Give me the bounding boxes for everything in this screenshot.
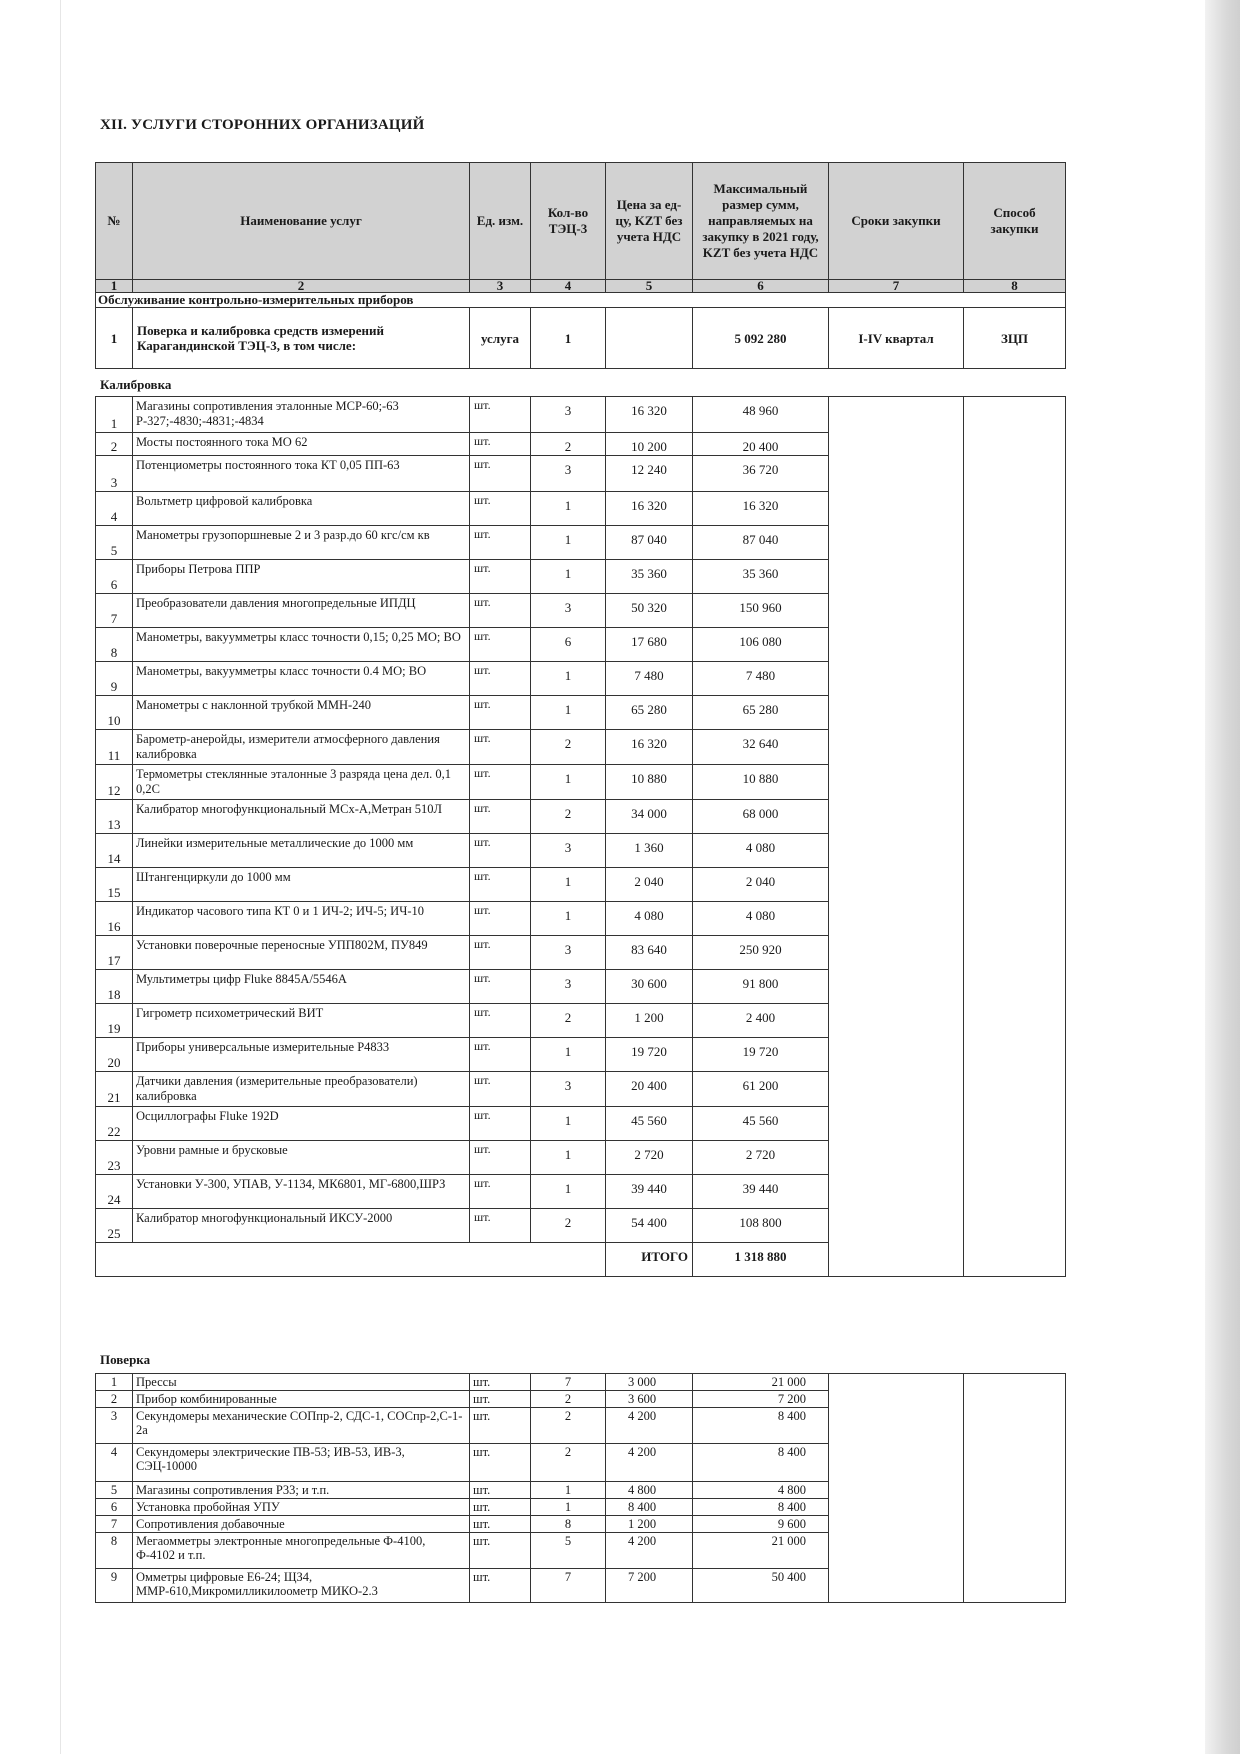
verification-title: Поверка xyxy=(100,1352,151,1367)
row-price: 4 200 xyxy=(606,1408,693,1444)
row-price: 83 640 xyxy=(606,936,693,970)
row-name: Потенциометры постоянного тока КТ 0,05 ПП-63 xyxy=(133,456,470,492)
row-no: 8 xyxy=(96,628,133,662)
row-no: 21 xyxy=(96,1072,133,1107)
row-qty: 7 xyxy=(531,1569,606,1603)
row-term-merged xyxy=(829,397,964,1277)
row-qty: 1 xyxy=(531,492,606,526)
row-price: 34 000 xyxy=(606,800,693,834)
row-unit: шт. xyxy=(470,397,531,433)
row-price: 54 400 xyxy=(606,1209,693,1243)
row-unit: шт. xyxy=(470,765,531,800)
row-sum: 106 080 xyxy=(693,628,829,662)
row-sum: 87 040 xyxy=(693,526,829,560)
row-sum: 7 480 xyxy=(693,662,829,696)
row-no: 12 xyxy=(96,765,133,800)
row-name: Линейки измерительные металлические до 1000 мм xyxy=(133,834,470,868)
row-no: 9 xyxy=(96,1569,133,1603)
header-table xyxy=(95,162,1066,369)
row-no: 1 xyxy=(96,397,133,433)
row-qty: 1 xyxy=(531,696,606,730)
row-sum: 2 720 xyxy=(693,1141,829,1175)
row-no: 7 xyxy=(96,594,133,628)
row-no: 18 xyxy=(96,970,133,1004)
row-sum: 8 400 xyxy=(693,1408,829,1444)
row-no: 5 xyxy=(96,526,133,560)
row-unit: шт. xyxy=(470,1107,531,1141)
row-sum: 4 800 xyxy=(693,1482,829,1499)
row-unit: шт. xyxy=(470,1141,531,1175)
row-qty: 3 xyxy=(531,456,606,492)
row-unit: шт. xyxy=(470,1482,531,1499)
row-sum: 2 400 xyxy=(693,1004,829,1038)
row-name: Осциллографы Fluke 192D xyxy=(133,1107,470,1141)
row-qty: 1 xyxy=(531,560,606,594)
row-no: 24 xyxy=(96,1175,133,1209)
row-sum: 16 320 xyxy=(693,492,829,526)
row-unit: шт. xyxy=(470,1175,531,1209)
row-price: 8 400 xyxy=(606,1499,693,1516)
row-unit: шт. xyxy=(470,526,531,560)
row-no: 1 xyxy=(96,1374,133,1391)
row-price: 35 360 xyxy=(606,560,693,594)
row-qty: 7 xyxy=(531,1374,606,1391)
table-row xyxy=(96,1374,1066,1391)
col-number: 7 xyxy=(829,280,964,293)
row-name: Приборы универсальные измерительные Р4833 xyxy=(133,1038,470,1072)
row-unit: шт. xyxy=(470,970,531,1004)
row-unit: шт. xyxy=(470,1516,531,1533)
row-price: 4 800 xyxy=(606,1482,693,1499)
col-header-no: № xyxy=(96,163,133,280)
row-sum: 8 400 xyxy=(693,1444,829,1482)
row-unit: шт. xyxy=(470,1209,531,1243)
row-sum: 108 800 xyxy=(693,1209,829,1243)
row-price: 19 720 xyxy=(606,1038,693,1072)
row-qty: 1 xyxy=(531,662,606,696)
row-qty: 1 xyxy=(531,902,606,936)
row-sum: 20 400 xyxy=(693,433,829,456)
row-unit: шт. xyxy=(470,868,531,902)
row-qty: 1 xyxy=(531,1038,606,1072)
row-qty: 2 xyxy=(531,1209,606,1243)
row-price: 3 000 xyxy=(606,1374,693,1391)
row-qty: 2 xyxy=(531,1004,606,1038)
row-price: 2 720 xyxy=(606,1141,693,1175)
row-name: Секундомеры электрические ПВ-53; ИВ-53, ИВ-3, СЭЦ-10000 xyxy=(133,1444,470,1482)
row-price: 50 320 xyxy=(606,594,693,628)
main-item-price xyxy=(606,308,693,369)
row-price: 16 320 xyxy=(606,492,693,526)
row-qty: 6 xyxy=(531,628,606,662)
row-no: 10 xyxy=(96,696,133,730)
row-name: Магазины сопротивления эталонные МСР-60;-63 Р-327;-4830;-4831;-4834 xyxy=(133,397,470,433)
col-number: 5 xyxy=(606,280,693,293)
row-sum: 45 560 xyxy=(693,1107,829,1141)
col-number: 2 xyxy=(133,280,470,293)
row-sum: 65 280 xyxy=(693,696,829,730)
row-name: Прессы xyxy=(133,1374,470,1391)
row-price: 39 440 xyxy=(606,1175,693,1209)
row-price: 65 280 xyxy=(606,696,693,730)
row-price: 10 200 xyxy=(606,433,693,456)
row-price: 4 080 xyxy=(606,902,693,936)
row-price: 1 200 xyxy=(606,1004,693,1038)
row-no: 7 xyxy=(96,1516,133,1533)
row-name: Сопротивления добавочные xyxy=(133,1516,470,1533)
row-sum: 48 960 xyxy=(693,397,829,433)
col-header-qty: Кол-во ТЭЦ-3 xyxy=(531,163,606,280)
total-label: ИТОГО xyxy=(606,1243,693,1277)
col-number: 6 xyxy=(693,280,829,293)
row-unit: шт. xyxy=(470,936,531,970)
row-qty: 1 xyxy=(531,868,606,902)
row-name: Датчики давления (измерительные преобразователи) калибровка xyxy=(133,1072,470,1107)
row-unit: шт. xyxy=(470,1408,531,1444)
row-name: Мультиметры цифр Fluke 8845A/5546A xyxy=(133,970,470,1004)
verification-table xyxy=(95,1373,1066,1603)
row-term-merged xyxy=(829,1374,964,1603)
calibration-title: Калибровка xyxy=(100,377,172,392)
row-no: 2 xyxy=(96,1391,133,1408)
row-name: Манометры, вакуумметры класс точности 0.4 МО; ВО xyxy=(133,662,470,696)
row-name: Термометры стеклянные эталонные 3 разряда цена дел. 0,1 0,2С xyxy=(133,765,470,800)
row-name: Гигрометр психометрический ВИТ xyxy=(133,1004,470,1038)
row-name: Калибратор многофункциональный ИКСУ-2000 xyxy=(133,1209,470,1243)
row-no: 9 xyxy=(96,662,133,696)
row-no: 13 xyxy=(96,800,133,834)
row-price: 30 600 xyxy=(606,970,693,1004)
row-no: 4 xyxy=(96,1444,133,1482)
row-qty: 3 xyxy=(531,970,606,1004)
row-sum: 39 440 xyxy=(693,1175,829,1209)
row-no: 15 xyxy=(96,868,133,902)
main-item-unit: услуга xyxy=(470,308,531,369)
row-price: 7 200 xyxy=(606,1569,693,1603)
table-row xyxy=(96,397,1066,433)
row-unit: шт. xyxy=(470,1391,531,1408)
calibration-table xyxy=(95,396,1066,1277)
row-name: Преобразователи давления многопредельные ИПДЦ xyxy=(133,594,470,628)
row-sum: 8 400 xyxy=(693,1499,829,1516)
row-qty: 2 xyxy=(531,800,606,834)
row-qty: 1 xyxy=(531,526,606,560)
row-unit: шт. xyxy=(470,1374,531,1391)
row-sum: 150 960 xyxy=(693,594,829,628)
main-item-no: 1 xyxy=(96,308,133,369)
row-price: 3 600 xyxy=(606,1391,693,1408)
row-unit: шт. xyxy=(470,492,531,526)
row-sum: 9 600 xyxy=(693,1516,829,1533)
row-no: 5 xyxy=(96,1482,133,1499)
row-no: 19 xyxy=(96,1004,133,1038)
main-item-qty: 1 xyxy=(531,308,606,369)
col-header-price: Цена за ед-цу, KZT без учета НДС xyxy=(606,163,693,280)
row-unit: шт. xyxy=(470,1444,531,1482)
row-qty: 1 xyxy=(531,1107,606,1141)
row-sum: 10 880 xyxy=(693,765,829,800)
row-name: Установки поверочные переносные УПП802М, ПУ849 xyxy=(133,936,470,970)
row-name: Штангенциркули до 1000 мм xyxy=(133,868,470,902)
row-qty: 1 xyxy=(531,1499,606,1516)
col-header-method: Способ закупки xyxy=(964,163,1066,280)
row-name: Омметры цифровые Е6-24; ЩЗ4, ММР-610,Микромилликилоометр МИКО-2.3 xyxy=(133,1569,470,1603)
row-method-merged xyxy=(964,1374,1066,1603)
row-name: Вольтметр цифровой калибровка xyxy=(133,492,470,526)
row-sum: 35 360 xyxy=(693,560,829,594)
row-name: Барометр-анеройды, измерители атмосферного давления калибровка xyxy=(133,730,470,765)
row-name: Манометры, вакуумметры класс точности 0,15; 0,25 МО; ВО xyxy=(133,628,470,662)
main-item-name: Поверка и калибровка средств измерений Карагандинской ТЭЦ-3, в том числе: xyxy=(133,308,470,369)
row-price: 16 320 xyxy=(606,397,693,433)
row-price: 87 040 xyxy=(606,526,693,560)
row-name: Установка пробойная УПУ xyxy=(133,1499,470,1516)
row-unit: шт. xyxy=(470,800,531,834)
col-header-term: Сроки закупки xyxy=(829,163,964,280)
row-no: 11 xyxy=(96,730,133,765)
col-header-unit: Ед. изм. xyxy=(470,163,531,280)
row-no: 4 xyxy=(96,492,133,526)
row-no: 6 xyxy=(96,560,133,594)
row-sum: 32 640 xyxy=(693,730,829,765)
row-sum: 21 000 xyxy=(693,1374,829,1391)
row-price: 20 400 xyxy=(606,1072,693,1107)
row-sum: 2 040 xyxy=(693,868,829,902)
row-no: 22 xyxy=(96,1107,133,1141)
row-no: 2 xyxy=(96,433,133,456)
total-empty xyxy=(96,1243,606,1277)
row-price: 1 360 xyxy=(606,834,693,868)
section-title: XII. УСЛУГИ СТОРОННИХ ОРГАНИЗАЦИЙ xyxy=(100,117,425,133)
main-item-term: I-IV квартал xyxy=(829,308,964,369)
total-value: 1 318 880 xyxy=(693,1243,829,1277)
col-number: 4 xyxy=(531,280,606,293)
row-qty: 1 xyxy=(531,765,606,800)
row-no: 20 xyxy=(96,1038,133,1072)
row-qty: 2 xyxy=(531,730,606,765)
col-number: 8 xyxy=(964,280,1066,293)
row-unit: шт. xyxy=(470,696,531,730)
row-unit: шт. xyxy=(470,662,531,696)
row-unit: шт. xyxy=(470,730,531,765)
row-no: 14 xyxy=(96,834,133,868)
row-sum: 91 800 xyxy=(693,970,829,1004)
row-unit: шт. xyxy=(470,560,531,594)
row-name: Установки У-300, УПАВ, У-1134, МК6801, МГ-6800,ШРЗ xyxy=(133,1175,470,1209)
row-unit: шт. xyxy=(470,628,531,662)
row-qty: 2 xyxy=(531,433,606,456)
row-no: 17 xyxy=(96,936,133,970)
row-qty: 8 xyxy=(531,1516,606,1533)
row-unit: шт. xyxy=(470,1569,531,1603)
row-qty: 1 xyxy=(531,1175,606,1209)
row-qty: 3 xyxy=(531,1072,606,1107)
row-qty: 2 xyxy=(531,1391,606,1408)
row-no: 25 xyxy=(96,1209,133,1243)
row-sum: 4 080 xyxy=(693,834,829,868)
row-unit: шт. xyxy=(470,1004,531,1038)
group-title: Обслуживание контрольно-измерительных приборов xyxy=(96,293,1066,308)
row-name: Магазины сопротивления Р33; и т.п. xyxy=(133,1482,470,1499)
row-no: 23 xyxy=(96,1141,133,1175)
main-item-method: ЗЦП xyxy=(964,308,1066,369)
row-qty: 3 xyxy=(531,936,606,970)
row-name: Индикатор часового типа КТ 0 и 1 ИЧ-2; ИЧ-5; ИЧ-10 xyxy=(133,902,470,936)
row-sum: 68 000 xyxy=(693,800,829,834)
scan-margin-line xyxy=(60,0,61,1754)
row-price: 45 560 xyxy=(606,1107,693,1141)
row-unit: шт. xyxy=(470,1072,531,1107)
row-no: 3 xyxy=(96,456,133,492)
row-sum: 50 400 xyxy=(693,1569,829,1603)
row-price: 4 200 xyxy=(606,1444,693,1482)
row-qty: 2 xyxy=(531,1408,606,1444)
row-unit: шт. xyxy=(470,456,531,492)
page-edge-shadow xyxy=(1205,0,1240,1754)
row-qty: 1 xyxy=(531,1141,606,1175)
row-name: Манометры с наклонной трубкой ММН-240 xyxy=(133,696,470,730)
row-sum: 61 200 xyxy=(693,1072,829,1107)
row-sum: 36 720 xyxy=(693,456,829,492)
row-name: Манометры грузопоршневые 2 и 3 разр.до 60 кгс/см кв xyxy=(133,526,470,560)
main-item-sum: 5 092 280 xyxy=(693,308,829,369)
row-price: 7 480 xyxy=(606,662,693,696)
row-unit: шт. xyxy=(470,433,531,456)
col-header-max-sum: Максимальный размер сумм, направляемых на закупку в 2021 году, KZT без учета НДС xyxy=(693,163,829,280)
row-unit: шт. xyxy=(470,594,531,628)
row-name: Мегаомметры электронные многопредельные Ф-4100, Ф-4102 и т.п. xyxy=(133,1533,470,1569)
col-number: 3 xyxy=(470,280,531,293)
row-name: Калибратор многофункциональный МСх-А,Метран 510Л xyxy=(133,800,470,834)
row-unit: шт. xyxy=(470,1038,531,1072)
row-no: 8 xyxy=(96,1533,133,1569)
row-name: Приборы Петрова ППР xyxy=(133,560,470,594)
row-qty: 1 xyxy=(531,1482,606,1499)
row-qty: 3 xyxy=(531,397,606,433)
col-header-name: Наименование услуг xyxy=(133,163,470,280)
row-unit: шт. xyxy=(470,1533,531,1569)
row-no: 3 xyxy=(96,1408,133,1444)
row-sum: 7 200 xyxy=(693,1391,829,1408)
row-sum: 4 080 xyxy=(693,902,829,936)
row-name: Мосты постоянного тока МО 62 xyxy=(133,433,470,456)
row-price: 17 680 xyxy=(606,628,693,662)
row-price: 4 200 xyxy=(606,1533,693,1569)
row-price: 2 040 xyxy=(606,868,693,902)
row-qty: 3 xyxy=(531,834,606,868)
row-sum: 21 000 xyxy=(693,1533,829,1569)
row-unit: шт. xyxy=(470,1499,531,1516)
row-no: 16 xyxy=(96,902,133,936)
row-qty: 2 xyxy=(531,1444,606,1482)
row-no: 6 xyxy=(96,1499,133,1516)
row-name: Прибор комбинированные xyxy=(133,1391,470,1408)
row-sum: 19 720 xyxy=(693,1038,829,1072)
row-name: Уровни рамные и брусковые xyxy=(133,1141,470,1175)
row-sum: 250 920 xyxy=(693,936,829,970)
row-name: Секундомеры механические СОПпр-2, СДС-1, СОСпр-2,С-1-2а xyxy=(133,1408,470,1444)
row-price: 16 320 xyxy=(606,730,693,765)
col-number: 1 xyxy=(96,280,133,293)
row-price: 12 240 xyxy=(606,456,693,492)
row-qty: 3 xyxy=(531,594,606,628)
row-qty: 5 xyxy=(531,1533,606,1569)
row-method-merged xyxy=(964,397,1066,1277)
row-unit: шт. xyxy=(470,902,531,936)
row-price: 1 200 xyxy=(606,1516,693,1533)
row-unit: шт. xyxy=(470,834,531,868)
row-price: 10 880 xyxy=(606,765,693,800)
